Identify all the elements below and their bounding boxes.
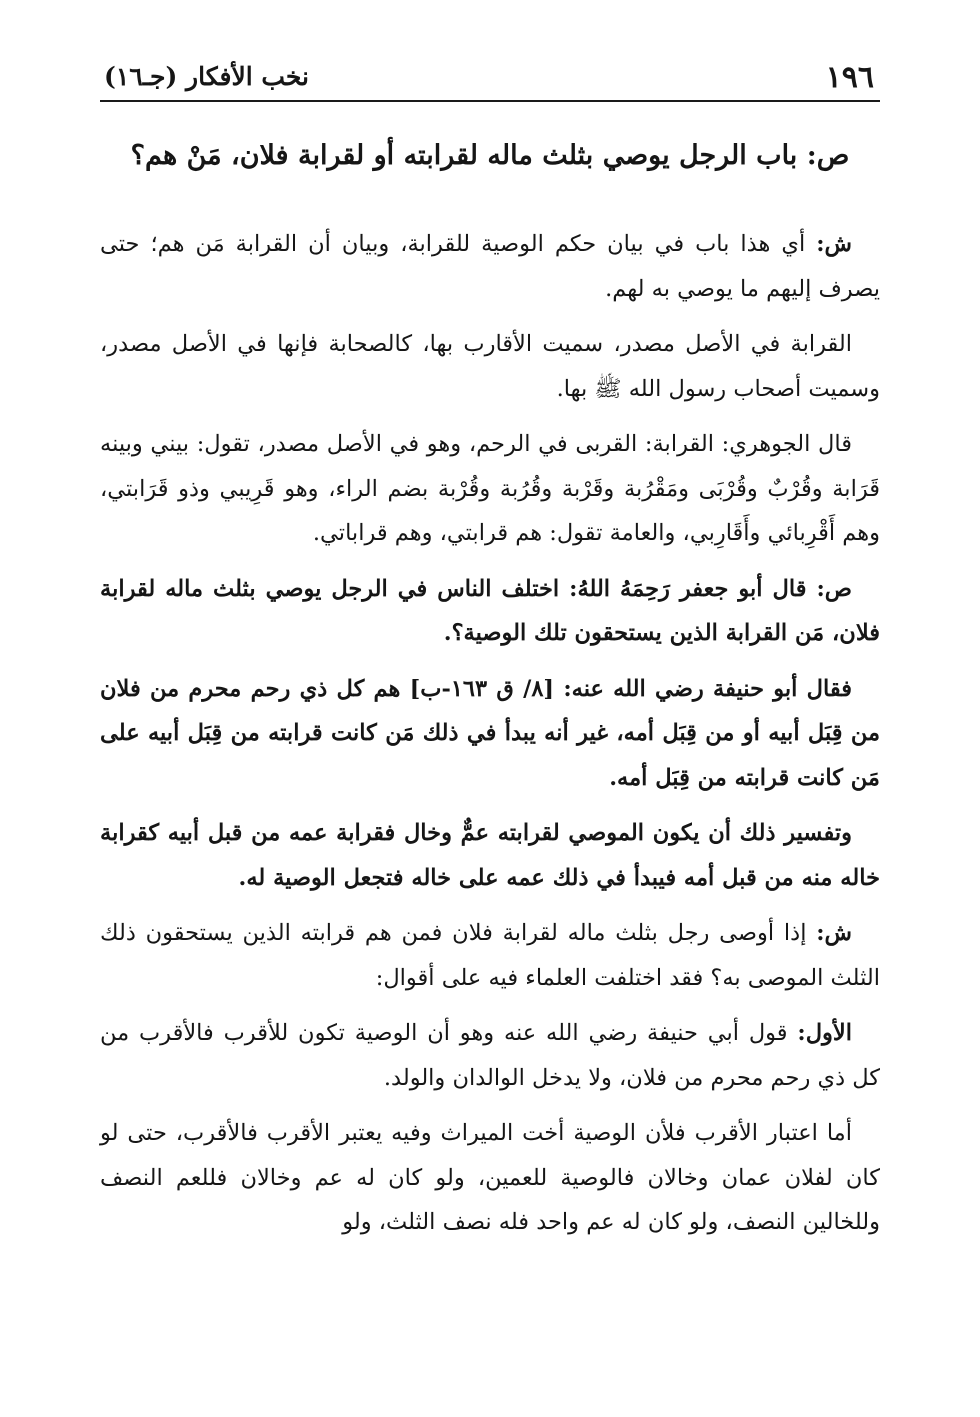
paragraph-9 bbox=[100, 1111, 880, 1245]
paragraph-marker: ش: bbox=[816, 920, 852, 946]
paragraph-text: فقال أبو حنيفة رضي الله عنه: [٨/ ق ١٦٣-ب] هم كل ذي رحم محرم من فلان من قِبَل أبيه أو من قِبَل أمه، غير أنه يبدأ في ذلك مَن كانت قرابته من قِبَل أبيه على مَن كانت قرابته من قِبَل أمه. bbox=[100, 675, 880, 791]
paragraph-5 bbox=[100, 667, 880, 801]
paragraph-8 bbox=[100, 1011, 880, 1100]
chapter-heading: ص: باب الرجل يوصي بثلث ماله لقرابته أو لقرابة فلان، مَنْ هم؟ bbox=[130, 140, 850, 171]
body-text bbox=[100, 222, 880, 1256]
paragraph-3 bbox=[100, 422, 880, 556]
paragraph-marker: ص: bbox=[816, 575, 852, 602]
paragraph-marker: ش: bbox=[816, 231, 852, 257]
paragraph-text: إذا أوصى رجل بثلث ماله لقرابة فلان فمن هم قرابته الذين يستحقون ذلك الثلث الموصى به؟ فقد اختلفت العلماء فيه على أقوال: bbox=[100, 920, 880, 991]
page-number: ١٩٦ bbox=[825, 60, 874, 95]
paragraph-1 bbox=[100, 222, 880, 311]
paragraph-text: قول أبي حنيفة رضي الله عنه وهو أن الوصية تكون للأقرب فالأقرب من كل ذي رحم محرم من فلان، ولا يدخل الوالدان والولد. bbox=[100, 1020, 880, 1091]
paragraph-text: أما اعتبار الأقرب فلأن الوصية أخت الميراث وفيه يعتبر الأقرب فالأقرب، حتى لو كان لفلان عمان وخالان فالوصية للعمين، ولو كان له عم وخالان فللعم النصف وللخالين النصف، ولو كان له عم واحد فله نصف الثلث، ولو bbox=[100, 1120, 880, 1235]
paragraph-4 bbox=[100, 567, 880, 656]
running-header bbox=[100, 56, 880, 102]
paragraph-text: القرابة في الأصل مصدر، سميت الأقارب بها، كالصحابة فإنها في الأصل مصدر، وسميت أصحاب رسول الله ﷺ بها. bbox=[100, 331, 880, 402]
paragraph-text: أي هذا باب في بيان حكم الوصية للقرابة، وبيان أن القرابة مَن هم؛ حتى يصرف إليهم ما يوصي به لهم. bbox=[100, 231, 880, 302]
paragraph-7 bbox=[100, 911, 880, 1000]
book-title: نخب الأفكار (جـ١٦) bbox=[104, 62, 310, 91]
paragraph-text: قال الجوهري: القرابة: القربى في الرحم، وهو في الأصل مصدر، تقول: بيني وبينه قَرَابة وقُرْبٌ وقُرْبَى ومَقْرُبة وقَرْبة وقُرُبة وقُرْبة بضم الراء، وهو قَرِيبي وذو قَرَابتي، وهم أَقْرِبائي وأَقَارِبي، والعامة تقول: هم قرابتي، وهم قراباتي. bbox=[100, 431, 880, 546]
paragraph-text: وتفسير ذلك أن يكون الموصي لقرابته عمٌّ وخال فقرابة عمه من قبل أبيه كقرابة خاله منه من قبل أمه فيبدأ في ذلك عمه على خاله فتجعل الوصية له. bbox=[100, 820, 880, 891]
paragraph-2 bbox=[100, 322, 880, 411]
paragraph-marker: الأول: bbox=[797, 1020, 852, 1046]
paragraph-6 bbox=[100, 811, 880, 900]
paragraph-text: قال أبو جعفر رَحِمَهُ اللهُ: اختلف الناس في الرجل يوصي بثلث ماله لقرابة فلان، مَن القرابة الذين يستحقون تلك الوصية؟. bbox=[100, 575, 880, 646]
